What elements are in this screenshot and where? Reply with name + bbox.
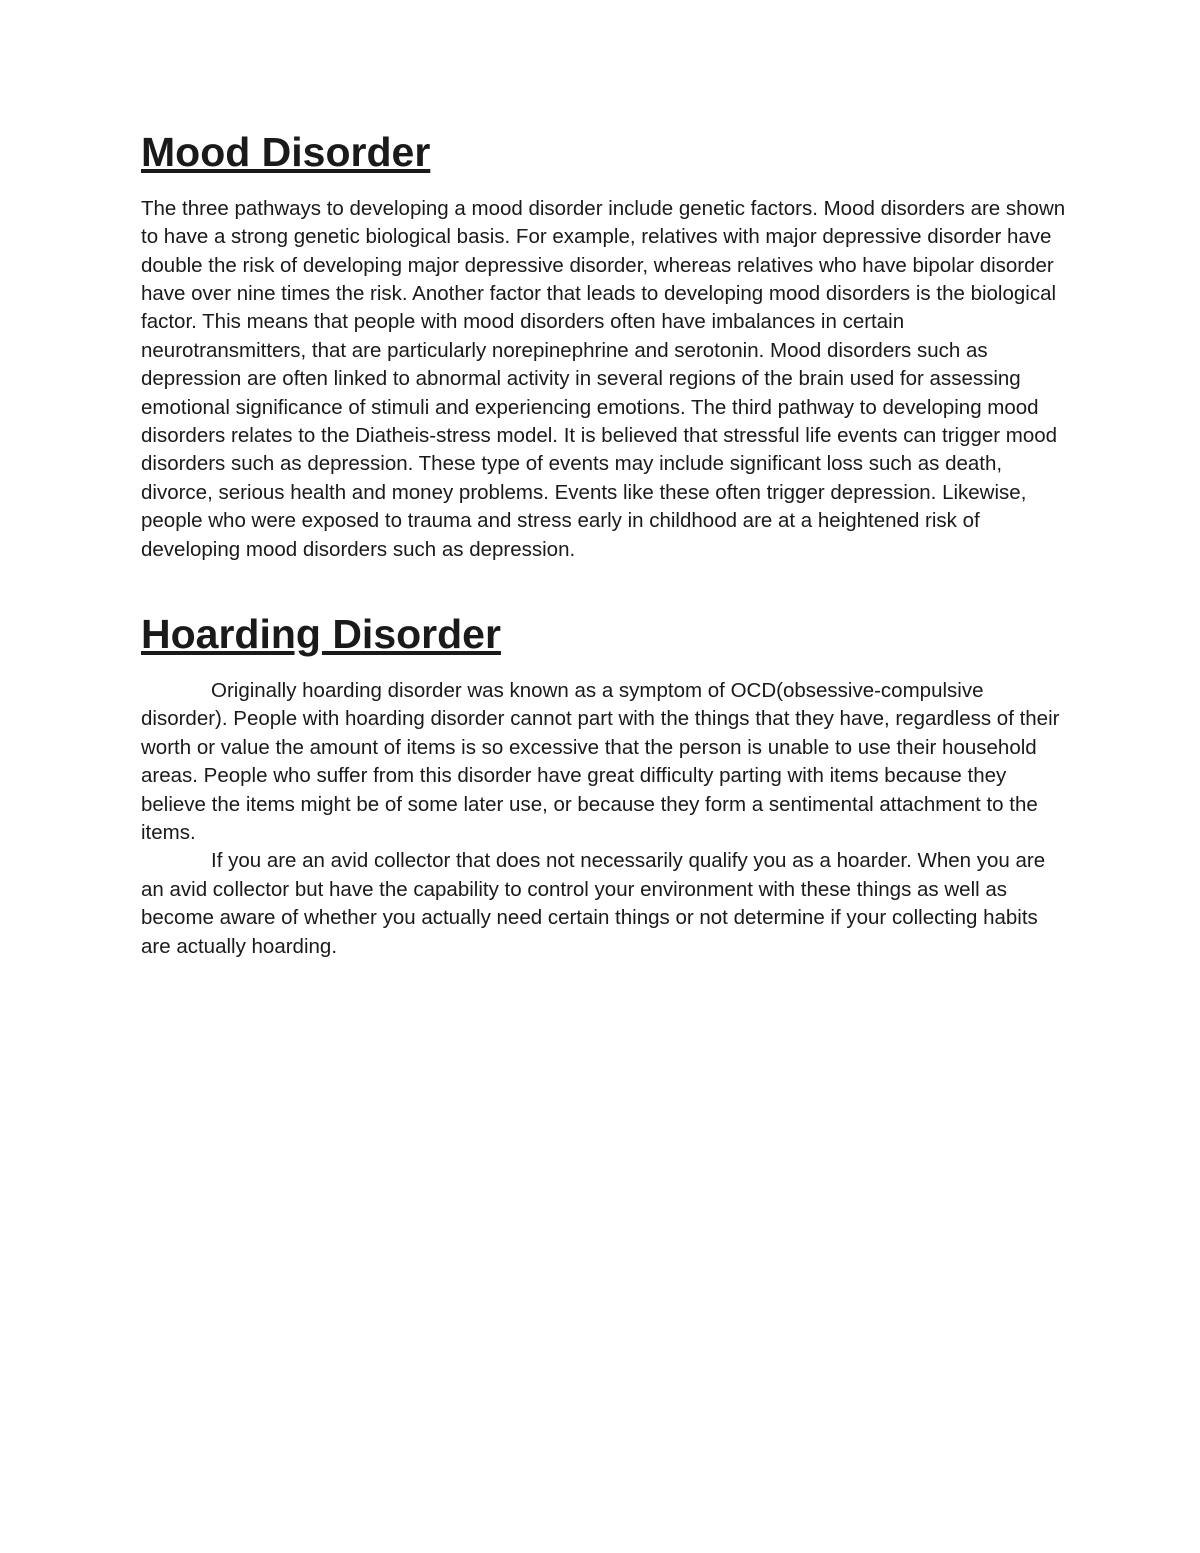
section-mood-disorder (141, 129, 1066, 564)
paragraph-mood-disorder: The three pathways to developing a mood disorder include genetic factors. Mood disorders are shown to have a strong genetic biological basis. For example, relatives with major depressive disorder have double the risk of developing major depressive disorder, whereas relatives who have bipolar disorder have over nine times the risk. Another factor that leads to developing mood disorders is the biological factor. This means that people with mood disorders often have imbalances in certain neurotransmitters, that are particularly norepinephrine and serotonin. Mood disorders such as depression are often linked to abnormal activity in several regions of the brain used for assessing emotional significance of stimuli and experiencing emotions. The third pathway to developing mood disorders relates to the Diatheis-stress model. It is believed that stressful life events can trigger mood disorders such as depression. These type of events may include significant loss such as death, divorce, serious health and money problems. Events like these often trigger depression. Likewise, people who were exposed to trauma and stress early in childhood are at a heightened risk of developing mood disorders such as depression. (141, 196, 1066, 561)
document-body (141, 129, 1066, 961)
section-heading-hoarding-disorder: Hoarding Disorder (141, 611, 501, 658)
paragraph-hoarding-disorder-1: Originally hoarding disorder was known as a symptom of OCD(obsessive-compulsive disorder). People with hoarding disorder cannot part with the things that they have, regardless of their worth or value the amount of items is so excessive that the person is unable to use their household areas. People who suffer from this disorder have great difficulty parting with items because they believe the items might be of some later use, or because they form a sentimental attachment to the items. (141, 678, 1060, 844)
paragraph-hoarding-disorder-2: If you are an avid collector that does not necessarily qualify you as a hoarder. When you are an avid collector but have the capability to control your environment with these things as well as become aware of whether you actually need certain things or not determine if your collecting habits are actually hoarding. (141, 849, 1046, 958)
section-hoarding-disorder (141, 611, 1066, 961)
section-heading-mood-disorder: Mood Disorder (141, 129, 431, 175)
